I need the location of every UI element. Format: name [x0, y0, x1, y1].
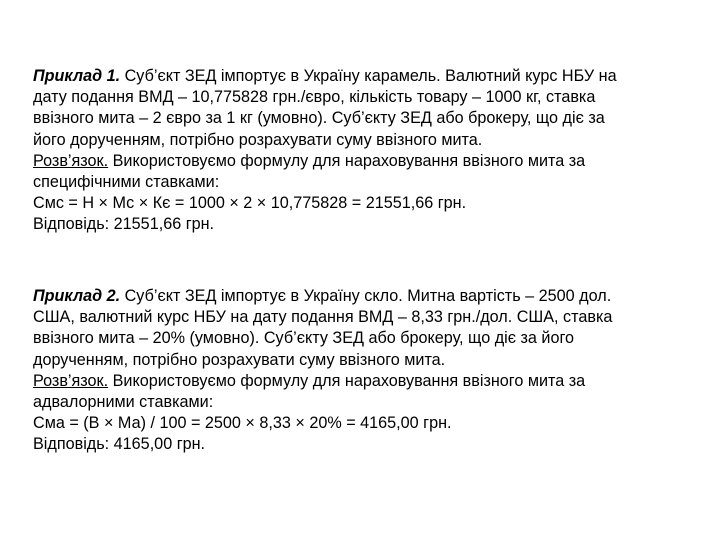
example-1-heading: Приклад 1. — [33, 67, 121, 85]
example-2-text-line-1: Суб’єкт ЗЕД імпортує в Україну скло. Митна вартість – 2500 дол. — [120, 287, 612, 305]
example-1-solution-line-1 — [33, 151, 693, 172]
example-1-text-line-2: дату подання ВМД – 10,775828 грн./євро, кількість товару – 1000 кг, ставка — [33, 88, 596, 107]
example-1-line-1 — [33, 66, 693, 87]
example-1-block — [33, 66, 693, 236]
example-2-solution-text-2: адвалорними ставками: — [33, 393, 214, 412]
example-2-text-line-3: ввізного мита – 20% (умовно). Суб’єкту ЗЕД або брокеру, що діє за його — [33, 329, 575, 348]
example-2-formula: Сма = (В × Ма) / 100 = 2500 × 8,33 × 20% = 4165,00 грн. — [33, 414, 452, 433]
example-1-solution-text-2: специфічними ставками: — [33, 173, 220, 192]
example-2-block — [33, 286, 693, 456]
example-2-solution-label: Розв’язок. — [33, 371, 109, 390]
example-1-solution-text-1: Використовуємо формулу для нараховування ввізного мита за — [108, 151, 586, 170]
example-1-text-line-3: ввізного мита – 2 євро за 1 кг (умовно). Суб’єкту ЗЕД або брокеру, що діє за — [33, 109, 605, 128]
example-1-formula: Смс = Н × Мс × Кє = 1000 × 2 × 10,775828 = 21551,66 грн. — [33, 194, 467, 213]
example-2-heading: Приклад 2. — [33, 287, 121, 305]
example-2-solution-line-1 — [33, 371, 693, 392]
example-1-text-line-1: Суб’єкт ЗЕД імпортує в Україну карамель. Валютний курс НБУ на — [120, 67, 617, 85]
example-2-solution-text-1: Використовуємо формулу для нараховування ввізного мита за — [108, 371, 586, 390]
example-2-text-line-2: США, валютний курс НБУ на дату подання ВМД – 8,33 грн./дол. США, ставка — [33, 308, 613, 327]
example-2-answer: Відповідь: 4165,00 грн. — [33, 435, 206, 454]
example-1-answer: Відповідь: 21551,66 грн. — [33, 215, 215, 234]
example-2-text-line-4: дорученням, потрібно розрахувати суму ввізного мита. — [33, 350, 446, 369]
example-1-solution-label: Розв’язок. — [33, 151, 109, 170]
example-2-line-1 — [33, 286, 693, 307]
example-1-text-line-4: його дорученням, потрібно розрахувати суму ввізного мита. — [33, 130, 483, 149]
